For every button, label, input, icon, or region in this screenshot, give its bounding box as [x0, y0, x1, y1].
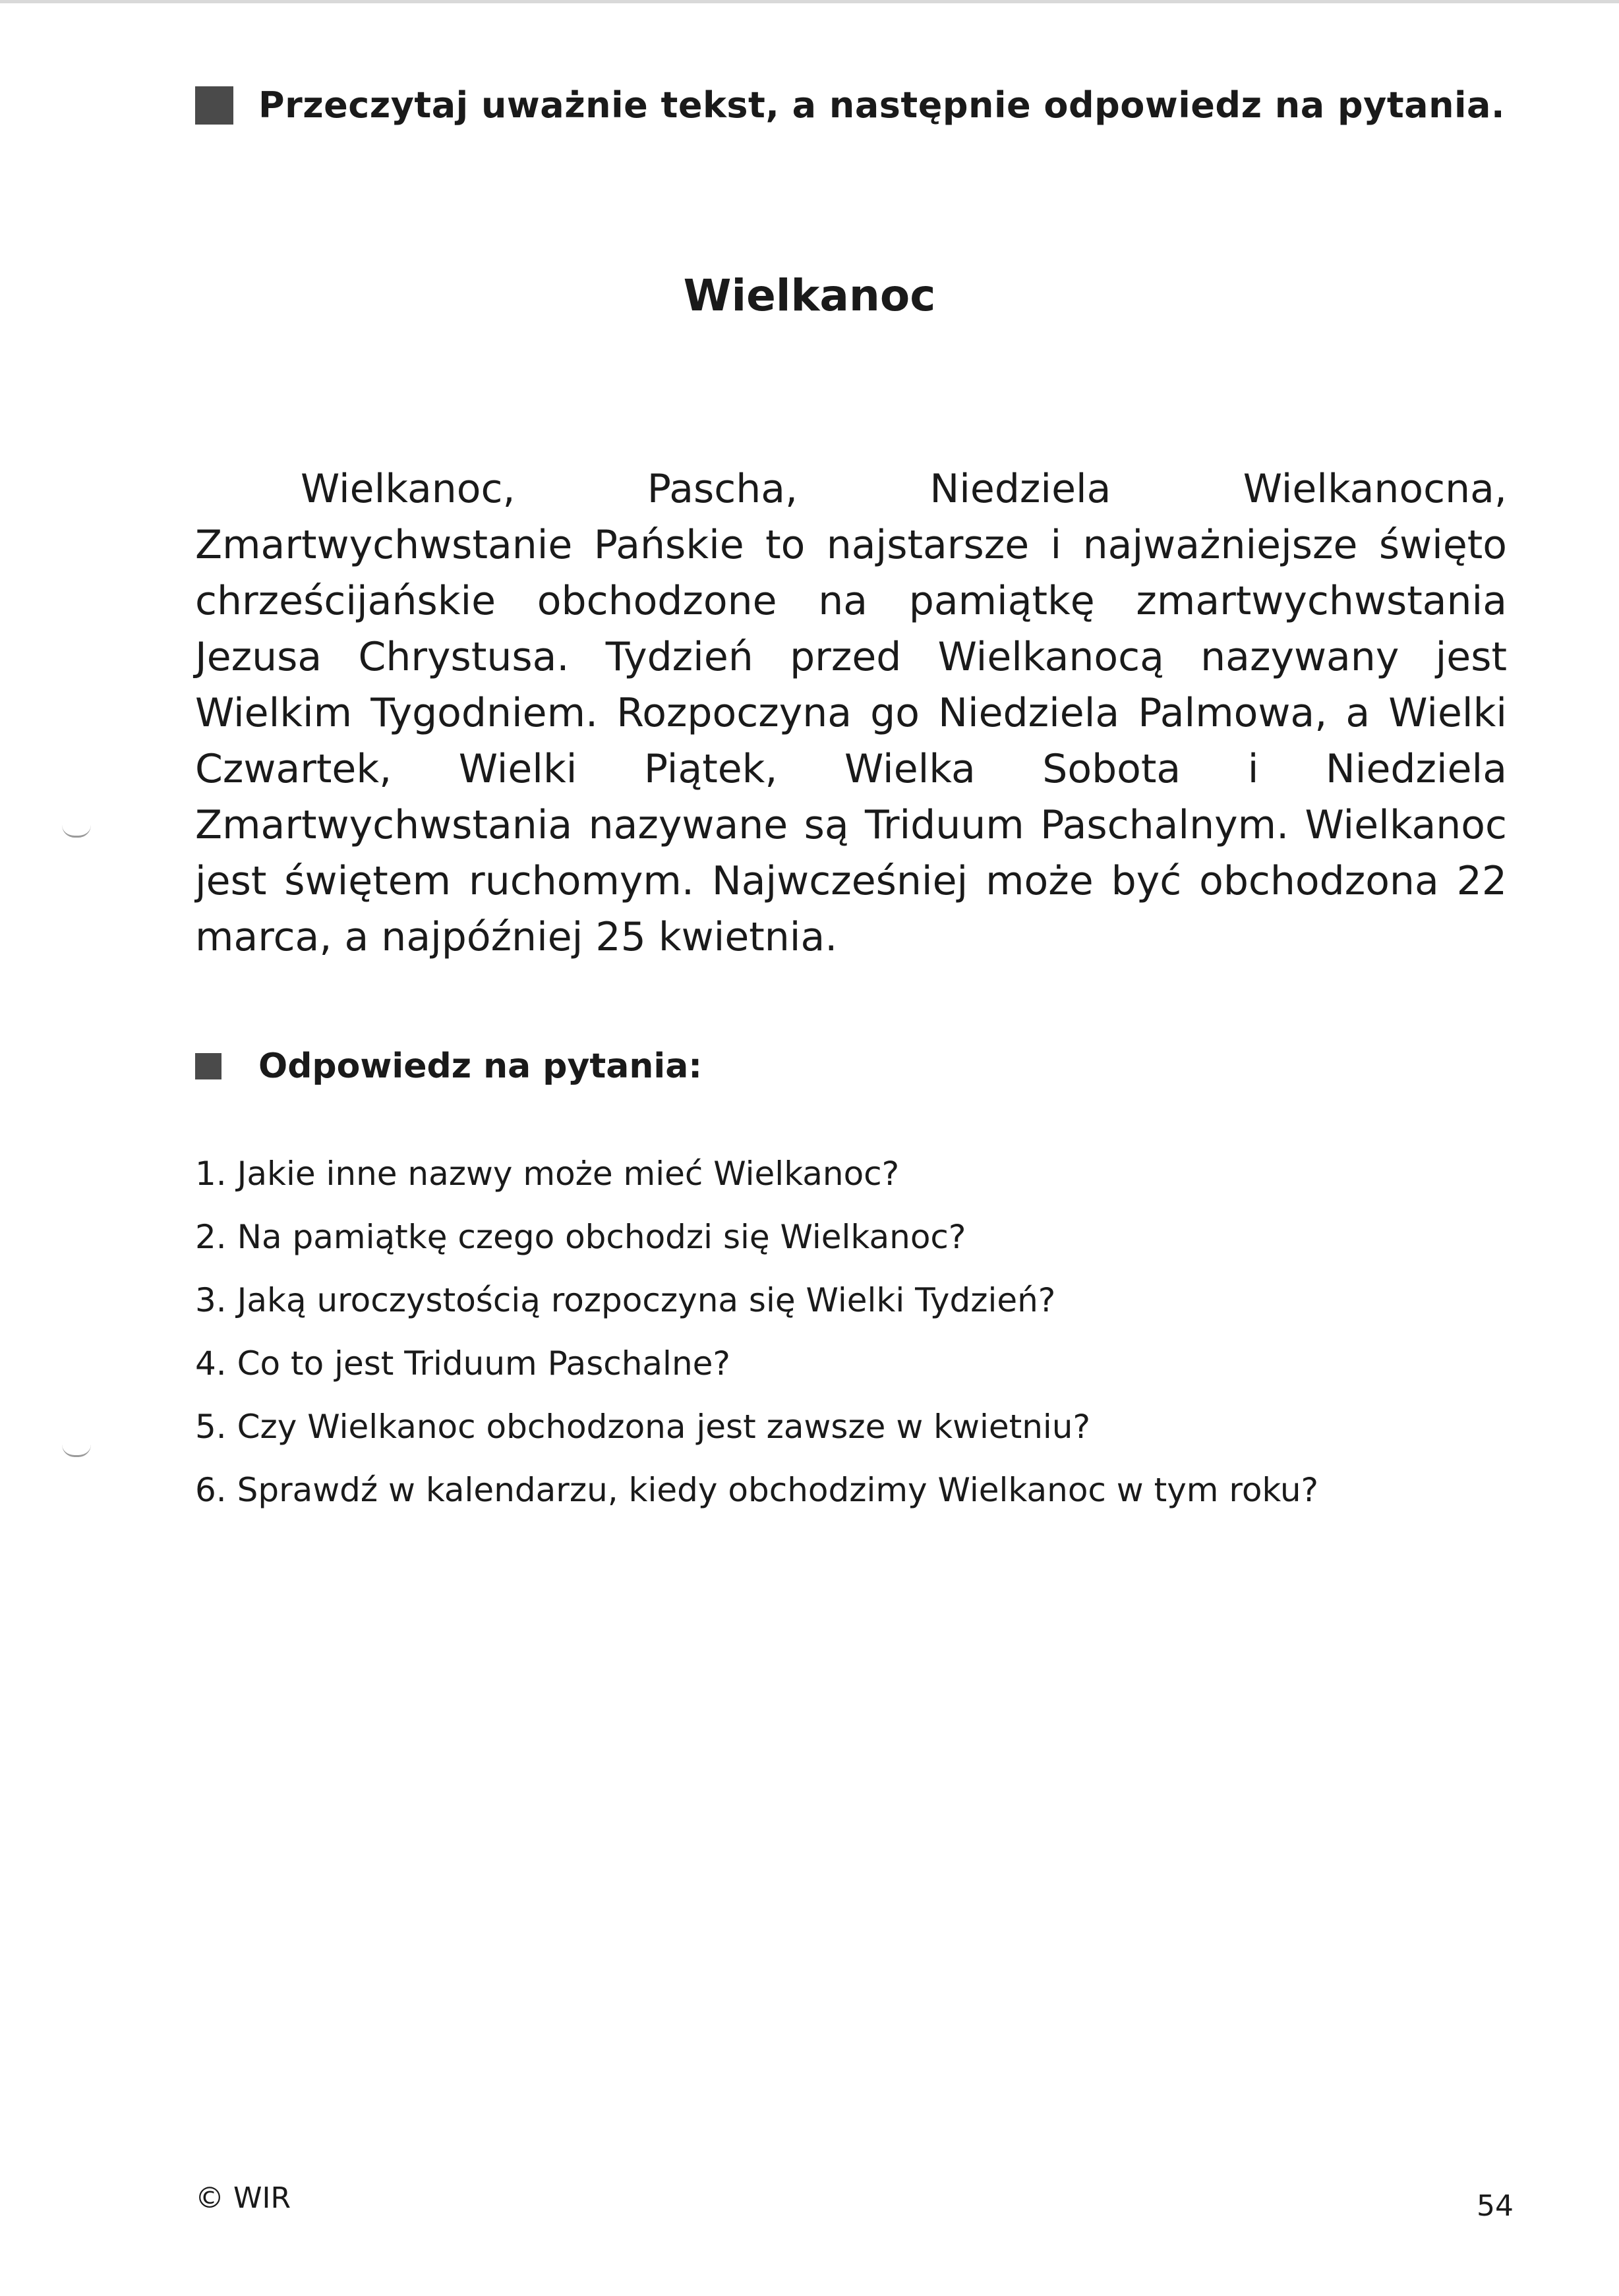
instruction-text: Przeczytaj uważnie tekst, a następnie odpowiedz na pytania.: [258, 84, 1505, 126]
binding-hole-mark: [62, 1445, 91, 1457]
square-bullet-icon: [195, 86, 233, 125]
question-item: 2. Na pamiątkę czego obchodzi się Wielkanoc?: [195, 1218, 966, 1256]
page-title: Wielkanoc: [683, 270, 936, 321]
question-item: 5. Czy Wielkanoc obchodzona jest zawsze w kwietniu?: [195, 1408, 1091, 1446]
page-number: 54: [1477, 2189, 1514, 2223]
copyright: © WIR: [195, 2181, 291, 2215]
binding-hole-mark: [62, 825, 91, 838]
question-item: 1. Jakie inne nazwy może mieć Wielkanoc?: [195, 1155, 900, 1193]
questions-header: [195, 1047, 702, 1086]
body-paragraph: Wielkanoc, Pascha, Niedziela Wielkanocna, Zmartwychwstanie Pańskie to najstarsze i najważniejsze święto chrześcijańskie obchodzone na pamiątkę zmartwychwstania Jezusa Chrystusa. Tydzień przed Wielkanocą nazywany jest Wielkim Tygodniem. Rozpoczyna go Niedziela Palmowa, a Wielki Czwartek, Wielki Piątek, Wielka Sobota i Niedziela Zmartwychwstania nazywane są Triduum Paschalnym. Wielkanoc jest świętem ruchomym. Najwcześniej może być obchodzona 22 marca, a najpóźniej 25 kwietnia.: [195, 466, 1507, 960]
top-rule: [0, 0, 1619, 3]
square-bullet-icon: [195, 1053, 221, 1079]
questions-header-text: Odpowiedz na pytania:: [258, 1047, 703, 1086]
question-item: 4. Co to jest Triduum Paschalne?: [195, 1344, 730, 1383]
question-item: 6. Sprawdź w kalendarzu, kiedy obchodzimy Wielkanoc w tym roku?: [195, 1471, 1319, 1509]
questions-list: [195, 1155, 1318, 1534]
question-item: 3. Jaką uroczystością rozpoczyna się Wielki Tydzień?: [195, 1281, 1056, 1319]
instruction: [195, 84, 1505, 126]
